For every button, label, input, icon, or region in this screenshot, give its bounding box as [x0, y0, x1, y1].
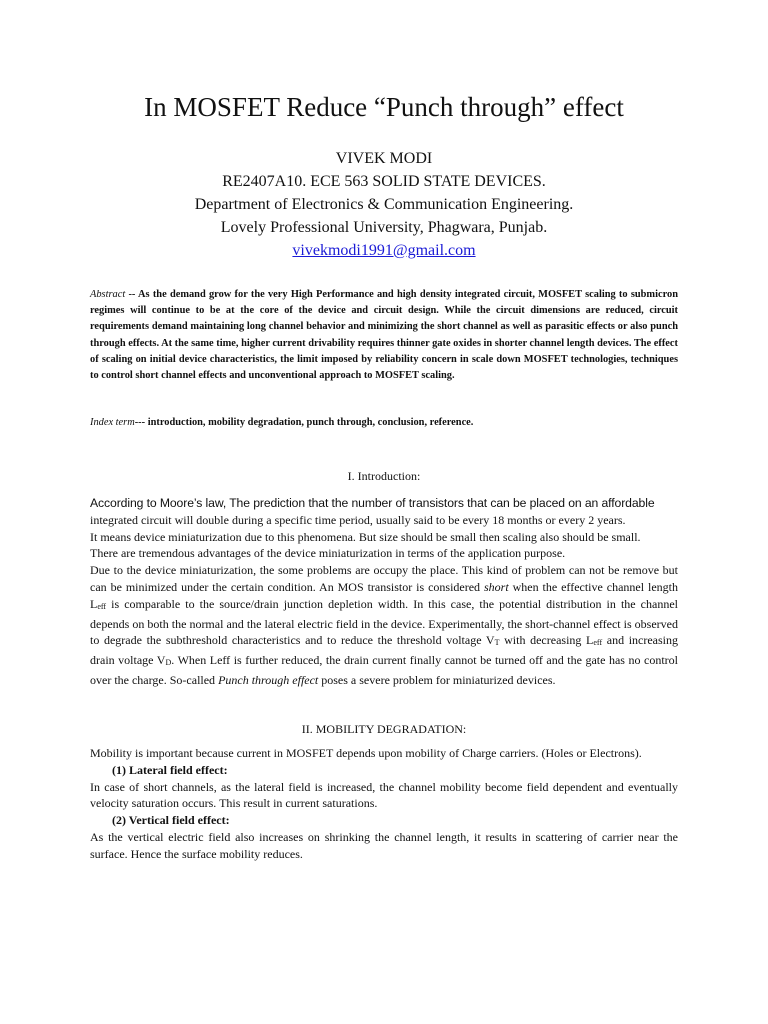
text-run: . When Leff is further reduced, the drain current finally cannot be turned off and the gate has no control over the charge. So-called: [90, 653, 678, 687]
intro-paragraph: It means device miniaturization due to this phenomena. But size should be small then scaling also should be small.: [90, 529, 641, 544]
subscript: D: [165, 658, 172, 668]
author-university: Lovely Professional University, Phagwara, Punjab.: [220, 219, 548, 236]
author-email-link[interactable]: vivekmodi1991@gmail.com: [292, 242, 476, 259]
subscript: eff: [593, 638, 603, 648]
intro-paragraph: [90, 562, 678, 689]
text-run: with decreasing L: [499, 633, 594, 648]
index-terms-text: --- introduction, mobility degradation, punch through, conclusion, reference.: [134, 417, 474, 428]
subheading-vertical-field: (2) Vertical field effect:: [112, 813, 230, 828]
text-run: and increasing drain voltage V: [90, 633, 679, 668]
section-heading-mobility: II. MOBILITY DEGRADATION:: [301, 722, 467, 736]
subheading-lateral-field: (1) Lateral field effect:: [112, 762, 228, 777]
mobility-intro: Mobility is important because current in MOSFET depends upon mobility of Charge carriers. (Holes or Electrons).: [90, 746, 642, 760]
text-run: poses a severe problem for miniaturized devices.: [318, 672, 556, 687]
lateral-field-text: In case of short channels, as the lateral field is increased, the channel mobility become field dependent and eventually velocity saturation occurs. This result in current saturations.: [90, 779, 678, 811]
author-name: VIVEK MODI: [335, 150, 433, 167]
index-terms: [90, 417, 678, 428]
text-run: is comparable to the source/drain junction depletion width. In this case, the potential distribution in the channel depends on both the normal and the lateral electric field in the device. Experimentally, the short-channel effect is observed to degrade the subthreshold characteristics and to reduce the threshold voltage V: [90, 596, 678, 648]
intro-paragraph: integrated circuit will double during a specific time period, usually said to be every 18 months or every 2 years.: [90, 512, 626, 527]
index-terms-label: Index term: [90, 417, 135, 428]
subscript: T: [494, 638, 500, 648]
term-short: short: [483, 579, 509, 594]
term-punch-through: Punch through effect: [218, 672, 319, 687]
author-block: [0, 147, 768, 262]
moore-law-line: According to Moore’s law, The prediction that the number of transistors that can be placed on an affordable: [90, 496, 655, 510]
abstract: [90, 287, 678, 384]
intro-paragraph: There are tremendous advantages of the device miniaturization in terms of the application purpose.: [90, 546, 566, 561]
introduction-body: [90, 495, 678, 689]
section-heading-introduction: I. Introduction:: [347, 469, 421, 483]
vertical-field-text: As the vertical electric field also increases on shrinking the channel length, it results in scattering of carrier near the surface. Hence the surface mobility reduces.: [90, 829, 678, 861]
subscript: eff: [97, 601, 107, 611]
paper-title: In MOSFET Reduce “Punch through” effect: [144, 92, 624, 122]
author-department: Department of Electronics & Communication Engineering.: [194, 196, 574, 213]
text-run: Due to the device miniaturization, the some problems are occupy the place. This kind of problem can not be remove but can be minimized under the certain condition. An MOS transistor is considered: [90, 563, 678, 594]
abstract-label: Abstract: [90, 289, 126, 300]
author-course: RE2407A10. ECE 563 SOLID STATE DEVICES.: [222, 173, 546, 190]
abstract-text: -- As the demand grow for the very High Performance and high density integrated circuit, MOSFET scaling to submicron regimes will continue to be at the core of the device and circuit design. While the circuit dimensions are reduced, circuit requirements demand maintaining long channel behavior and minimizing the short channel as well as parasitic effects or also punch through effects. At the same time, higher current drivability requires thinner gate oxides in shorter channel length devices. The effect of scaling on initial device characteristics, the limit imposed by reliability concern in scale down MOSFET technologies, techniques to control short channel effects and unconventional approach to MOSFET scaling.: [90, 289, 678, 382]
text-run: when the effective channel length L: [90, 579, 678, 611]
mobility-body: [90, 745, 678, 863]
